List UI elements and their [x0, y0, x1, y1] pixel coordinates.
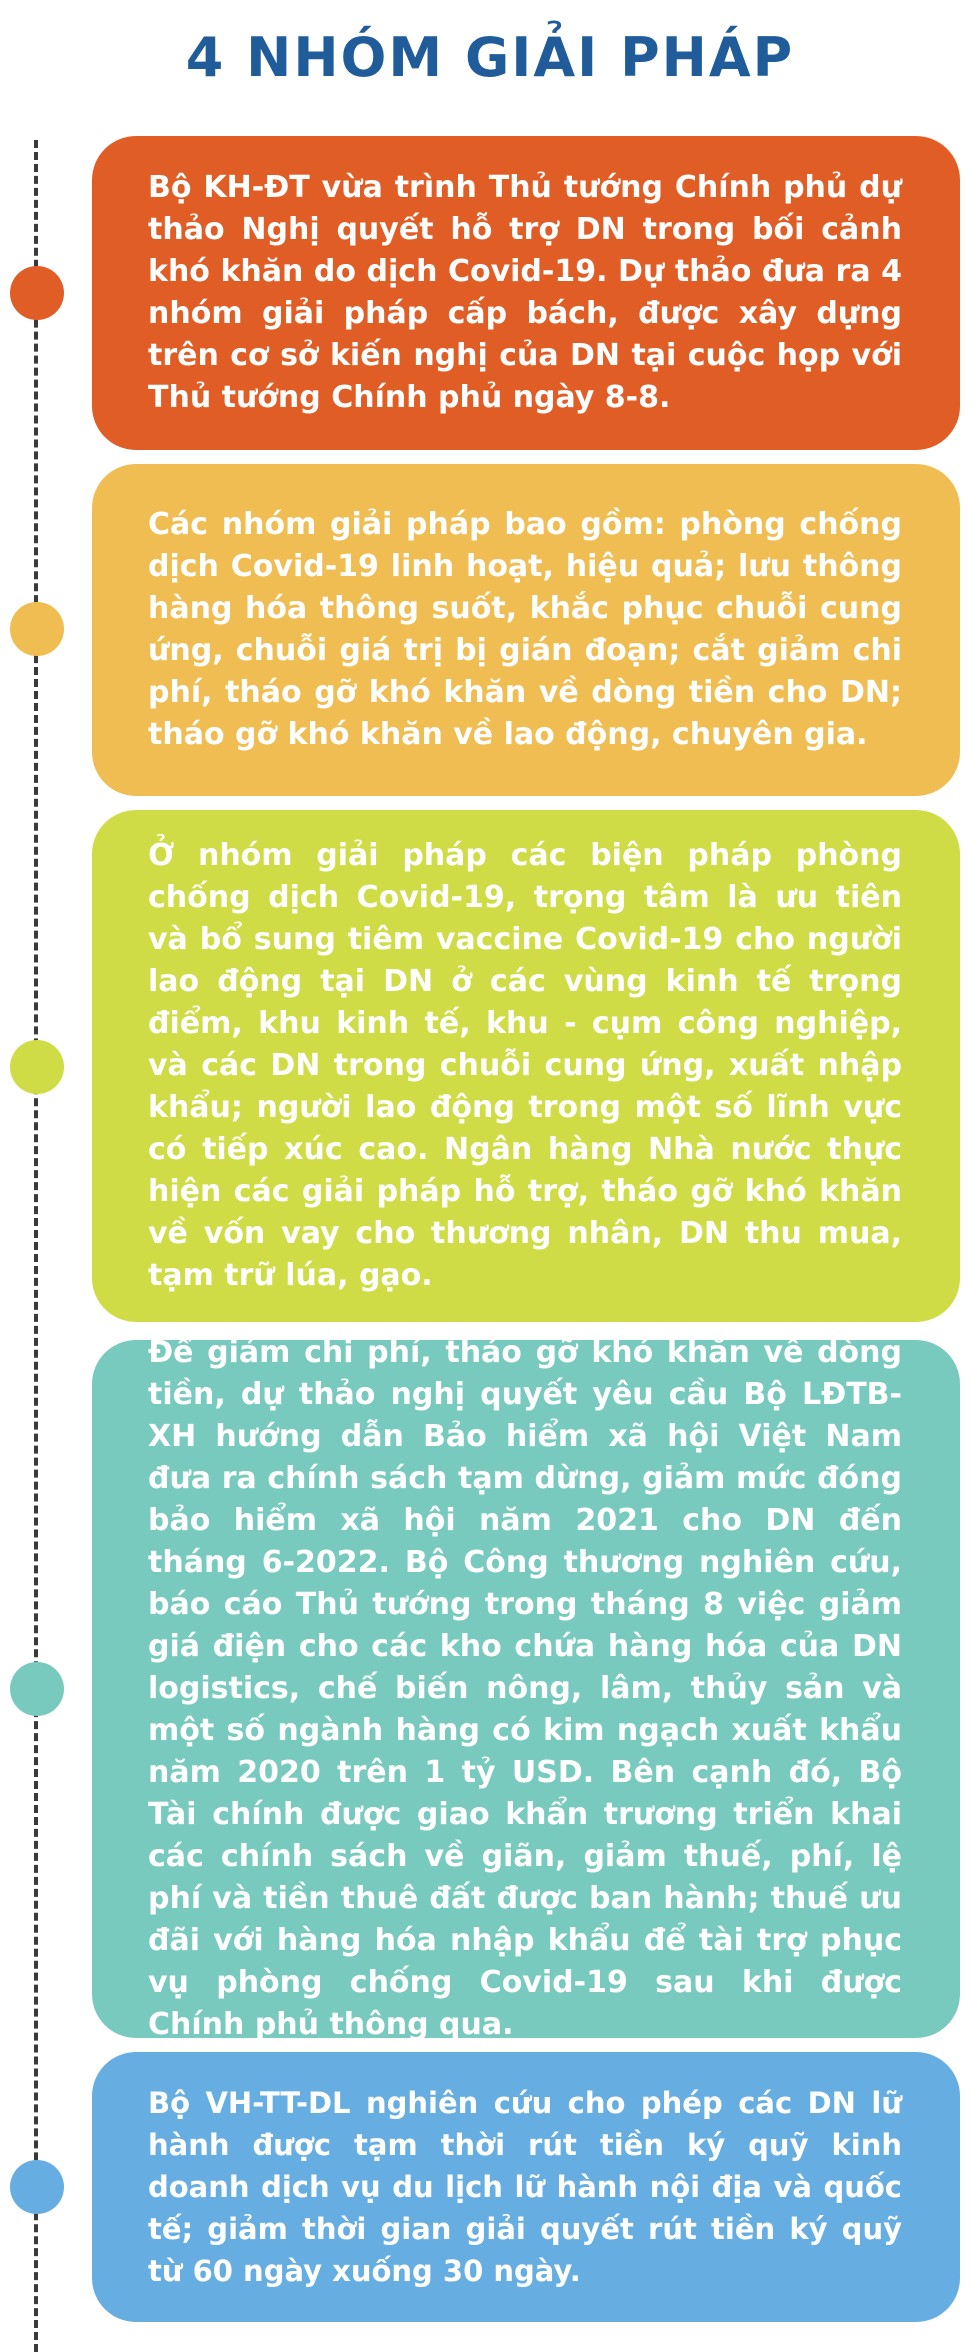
timeline-dot: [10, 2160, 64, 2214]
timeline-dot: [10, 266, 64, 320]
info-card-text: Bộ KH-ĐT vừa trình Thủ tướng Chính phủ dự thảo Nghị quyết hỗ trợ DN trong bối cảnh khó khăn do dịch Covid-19. Dự thảo đưa ra 4 nhóm giải pháp cấp bách, được xây dựng trên cơ sở kiến nghị của DN tại cuộc họp với Thủ tướng Chính phủ ngày 8-8.: [148, 170, 902, 415]
timeline-dot: [10, 1662, 64, 1716]
info-card-2: [92, 464, 960, 796]
info-card-5: [92, 2052, 960, 2322]
info-card-text: Các nhóm giải pháp bao gồm: phòng chống dịch Covid-19 linh hoạt, hiệu quả; lưu thông hàng hóa thông suốt, khắc phục chuỗi cung ứng, chuỗi giá trị bị gián đoạn; cắt giảm chi phí, tháo gỡ khó khăn về dòng tiền cho DN; tháo gỡ khó khăn về lao động, chuyên gia.: [148, 507, 902, 752]
timeline-dashed-line: [34, 140, 38, 2352]
page-title: 4 NHÓM GIẢI PHÁP: [185, 26, 795, 89]
timeline-dot: [10, 1040, 64, 1094]
info-card-3: [92, 810, 960, 1322]
info-card-1: [92, 136, 960, 450]
info-card-text: Ở nhóm giải pháp các biện pháp phòng chống dịch Covid-19, trọng tâm là ưu tiên và bổ sung tiêm vaccine Covid-19 cho người lao động tại DN ở các vùng kinh tế trọng điểm, khu kinh tế, khu - cụm công nghiệp, và các DN trong chuỗi cung ứng, xuất nhập khẩu; người lao động trong một số lĩnh vực có tiếp xúc cao. Ngân hàng Nhà nước thực hiện các giải pháp hỗ trợ, tháo gỡ khó khăn về vốn vay cho thương nhân, DN thu mua, tạm trữ lúa, gạo.: [148, 838, 902, 1293]
info-card-text: Bộ VH-TT-DL nghiên cứu cho phép các DN lữ hành được tạm thời rút tiền ký quỹ kinh doanh dịch vụ du lịch lữ hành nội địa và quốc tế; giảm thời gian giải quyết rút tiền ký quỹ từ 60 ngày xuống 30 ngày.: [148, 2086, 902, 2288]
timeline-dot: [10, 602, 64, 656]
info-card-text: Để giảm chi phí, tháo gỡ khó khăn về dòng tiền, dự thảo nghị quyết yêu cầu Bộ LĐTB-XH hướng dẫn Bảo hiểm xã hội Việt Nam đưa ra chính sách tạm dừng, giảm mức đóng bảo hiểm xã hội năm 2021 cho DN đến tháng 6-2022. Bộ Công thương nghiên cứu, báo cáo Thủ tướng trong tháng 8 việc giảm giá điện cho các kho chứa hàng hóa của DN logistics, chế biến nông, lâm, thủy sản và một số ngành hàng có kim ngạch xuất khẩu năm 2020 trên 1 tỷ USD. Bên cạnh đó, Bộ Tài chính được giao khẩn trương triển khai các chính sách về giãn, giảm thuế, phí, lệ phí và tiền thuê đất được ban hành; thuế ưu đãi với hàng hóa nhập khẩu để tài trợ phục vụ phòng chống Covid-19 sau khi được Chính phủ thông qua.: [148, 1335, 902, 2042]
info-card-4: [92, 1335, 960, 2042]
